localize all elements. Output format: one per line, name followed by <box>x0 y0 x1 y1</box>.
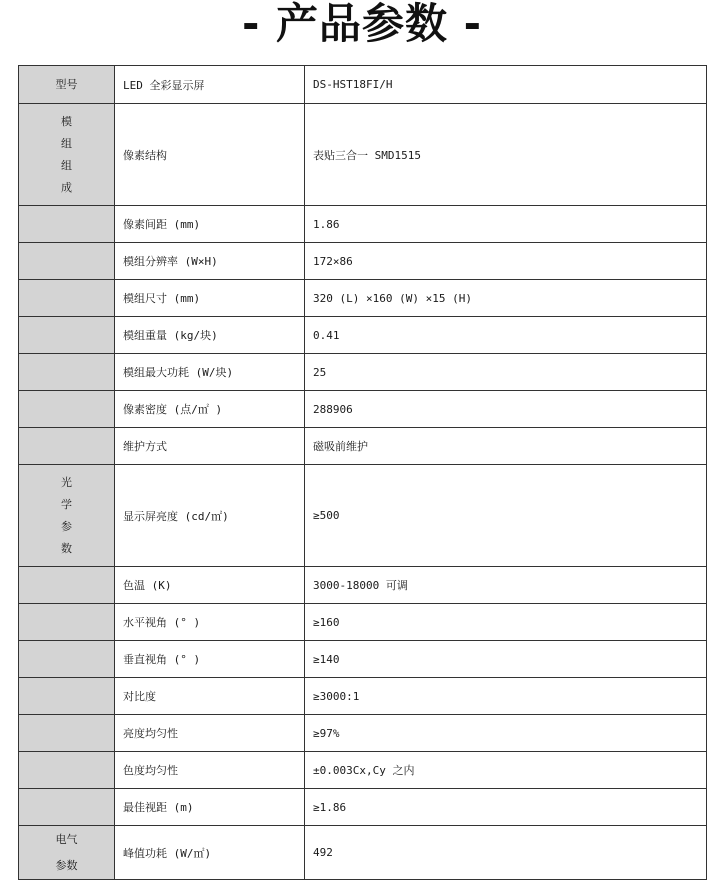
table-row <box>19 280 707 317</box>
param-value: ≥97% <box>305 715 707 752</box>
group-cell <box>19 243 115 280</box>
param-name: 最佳视距 (m) <box>115 789 305 826</box>
param-name: 维护方式 <box>115 428 305 465</box>
group-cell: 电气 参数 <box>19 826 115 880</box>
param-name: 模组分辨率 (W×H) <box>115 243 305 280</box>
param-name: 亮度均匀性 <box>115 715 305 752</box>
param-name: 像素密度 (点/㎡ ) <box>115 391 305 428</box>
group-cell: 模 组 组 成 <box>19 104 115 206</box>
param-name: 水平视角 (° ) <box>115 604 305 641</box>
param-name: 峰值功耗 (W/㎡) <box>115 826 305 880</box>
table-row <box>19 317 707 354</box>
group-cell <box>19 206 115 243</box>
group-cell <box>19 567 115 604</box>
param-value: DS-HST18FI/H <box>305 66 707 104</box>
table-row <box>19 752 707 789</box>
table-row <box>19 715 707 752</box>
param-value: ≥160 <box>305 604 707 641</box>
table-row <box>19 641 707 678</box>
param-name: 对比度 <box>115 678 305 715</box>
param-value: ±0.003Cx,Cy 之内 <box>305 752 707 789</box>
param-value: 172×86 <box>305 243 707 280</box>
param-value: 3000-18000 可调 <box>305 567 707 604</box>
param-name: 模组尺寸 (mm) <box>115 280 305 317</box>
param-name: 像素间距 (mm) <box>115 206 305 243</box>
param-value: 磁吸前维护 <box>305 428 707 465</box>
table-row <box>19 789 707 826</box>
param-name: 色温 (K) <box>115 567 305 604</box>
param-name: 模组重量 (kg/块) <box>115 317 305 354</box>
param-value: ≥140 <box>305 641 707 678</box>
param-value: 25 <box>305 354 707 391</box>
param-name: 垂直视角 (° ) <box>115 641 305 678</box>
group-cell: 型号 <box>19 66 115 104</box>
group-cell <box>19 317 115 354</box>
group-cell <box>19 428 115 465</box>
group-cell <box>19 280 115 317</box>
table-row <box>19 243 707 280</box>
group-cell <box>19 789 115 826</box>
group-cell <box>19 752 115 789</box>
table-row <box>19 465 707 567</box>
group-cell <box>19 354 115 391</box>
param-name: 显示屏亮度 (cd/㎡) <box>115 465 305 567</box>
group-cell <box>19 715 115 752</box>
param-value: ≥1.86 <box>305 789 707 826</box>
param-value: 320 (L) ×160 (W) ×15 (H) <box>305 280 707 317</box>
table-row <box>19 604 707 641</box>
table-row <box>19 354 707 391</box>
table-row <box>19 678 707 715</box>
group-cell <box>19 678 115 715</box>
param-value: ≥500 <box>305 465 707 567</box>
param-value: 1.86 <box>305 206 707 243</box>
page-title: - 产品参数 - <box>241 0 483 48</box>
table-row <box>19 567 707 604</box>
table-row <box>19 428 707 465</box>
group-cell <box>19 641 115 678</box>
table-row <box>19 206 707 243</box>
group-cell: 光 学 参 数 <box>19 465 115 567</box>
param-value: 492 <box>305 826 707 880</box>
param-name: LED 全彩显示屏 <box>115 66 305 104</box>
table-row <box>19 66 707 104</box>
group-cell <box>19 391 115 428</box>
param-value: 288906 <box>305 391 707 428</box>
param-name: 模组最大功耗 (W/块) <box>115 354 305 391</box>
param-name: 像素结构 <box>115 104 305 206</box>
spec-table <box>18 65 707 880</box>
param-value: 0.41 <box>305 317 707 354</box>
param-value: ≥3000:1 <box>305 678 707 715</box>
param-name: 色度均匀性 <box>115 752 305 789</box>
table-row <box>19 104 707 206</box>
group-cell <box>19 604 115 641</box>
table-row <box>19 391 707 428</box>
param-value: 表贴三合一 SMD1515 <box>305 104 707 206</box>
table-row <box>19 826 707 880</box>
